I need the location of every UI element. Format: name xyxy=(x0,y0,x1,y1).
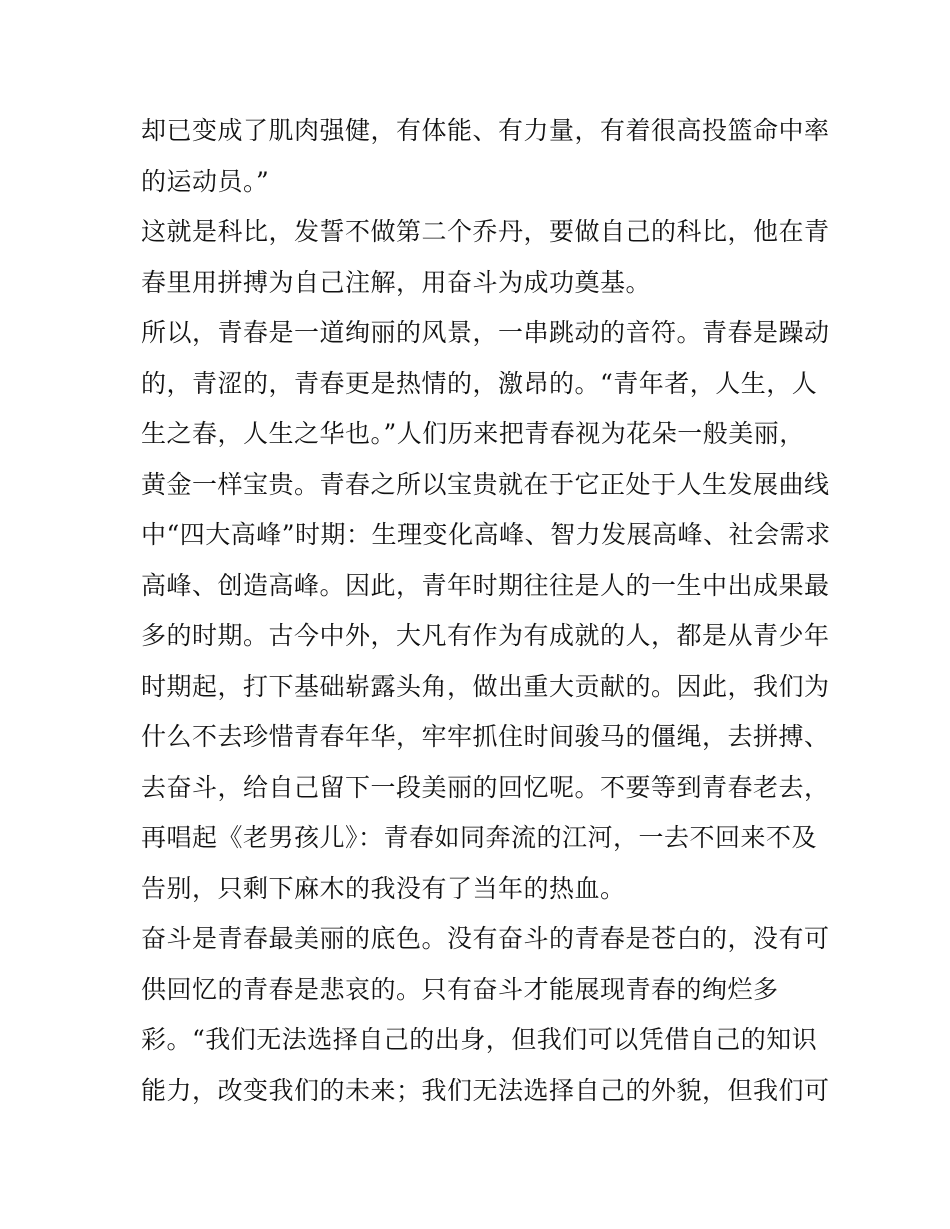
text-line: 却已变成了肌肉强健，有体能、有力量，有着很高投篮命中率 xyxy=(141,116,830,145)
text-line: 生之春，人生之华也。”人们历来把青春视为花朵一般美丽， xyxy=(141,419,805,448)
text-line: 什么不去珍惜青春年华，牢牢抓住时间骏马的僵绳，去拼搏、 xyxy=(141,722,830,751)
text-line: 供回忆的青春是悲哀的。只有奋斗才能展现青春的绚烂多 xyxy=(141,974,779,1004)
text-line: 的，青涩的，青春更是热情的，激昂的。“青年者，人生，人 xyxy=(141,368,818,398)
text-line: 奋斗是青春最美丽的底色。没有奋斗的青春是苍白的，没有可 xyxy=(141,924,830,953)
text-line: 再唱起《老男孩儿》：青春如同奔流的江河，一去不回来不及 xyxy=(141,823,818,852)
text-line: 中“四大高峰”时期：生理变化高峰、智力发展高峰、社会需求 xyxy=(141,520,831,549)
text-line: 的运动员。” xyxy=(141,166,270,196)
document-body xyxy=(141,106,831,1116)
text-line: 春里用拼搏为自己注解，用奋斗为成功奠基。 xyxy=(141,267,652,297)
text-line: 能力，改变我们的未来；我们无法选择自己的外貌，但我们可 xyxy=(141,1075,830,1105)
text-line: 彩。“我们无法选择自己的出身，但我们可以凭借自己的知识 xyxy=(141,1025,818,1054)
text-line: 所以，青春是一道绚丽的风景，一串跳动的音符。青春是躁动 xyxy=(141,318,830,347)
text-line: 高峰、创造高峰。因此，青年时期往往是人的一生中出成果最 xyxy=(141,570,830,600)
text-line: 黄金一样宝贵。青春之所以宝贵就在于它正处于人生发展曲线 xyxy=(141,469,830,499)
text-line: 告别，只剩下麻木的我没有了当年的热血。 xyxy=(141,873,626,903)
text-line: 多的时期。古今中外，大凡有作为有成就的人，都是从青少年 xyxy=(141,621,830,650)
text-line: 时期起，打下基础崭露头角，做出重大贡献的。因此，我们为 xyxy=(141,671,830,701)
text-line: 去奋斗，给自己留下一段美丽的回忆呢。不要等到青春老去， xyxy=(141,772,830,802)
text-line: 这就是科比，发誓不做第二个乔丹，要做自己的科比，他在青 xyxy=(141,217,830,246)
